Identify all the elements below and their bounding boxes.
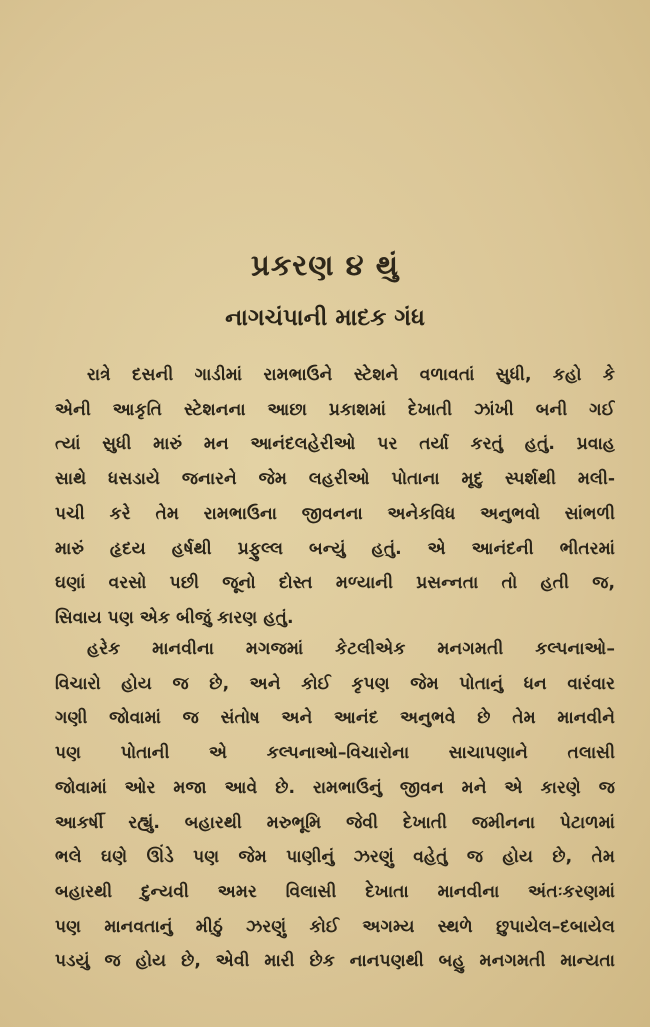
text-line: ત્યાં સુધી મારું મન આનંદલહેરીઓ પર તર્યા કરતું હતું. પ્રવાહ	[55, 434, 615, 455]
text-line: ગણી જોવામાં જ સંતોષ અને આનંદ અનુભવે છે તેમ માનવીને	[55, 708, 615, 729]
chapter-subtitle: નાગચંપાની માદક ગંધ	[225, 305, 425, 331]
text-line: સિવાય પણ એક બીજું કારણ હતું.	[55, 607, 294, 628]
text-line: વિચારો હોય જ છે, અને કોઈ કૃપણ જેમ પોતાનું ધન વારંવાર	[55, 673, 615, 694]
chapter-title: પ્રકરણ ૪ થું	[251, 248, 399, 282]
text-line: પણ માનવતાનું મીઠું ઝરણું કોઈ અગમ્ય સ્થળે છુપાયેલ–દબાયેલ	[55, 916, 615, 937]
text-line: જોવામાં ઓર મજા આવે છે. રામભાઉનું જીવન મને એ કારણે જ	[55, 777, 615, 798]
text-line: પડયું જ હોય છે, એવી મારી છેક નાનપણથી બહુ મનગમતી માન્યતા	[55, 951, 615, 972]
text-line: ભલે ઘણે ઊંડે પણ જેમ પાણીનું ઝરણું વહેતું જ હોય છે, તેમ	[55, 847, 615, 868]
text-line: આકર્ષી રહ્યું. બહારથી મરુભૂમિ જેવી દેખાતી જમીનના પેટાળમાં	[55, 812, 615, 833]
text-line: મારું હૃદય હર્ષથી પ્રફુલ્લ બન્યું હતું. એ આનંદની ભીતરમાં	[55, 538, 615, 559]
text-line: હરેક માનવીના મગજમાં કેટલીએક મનગમતી કલ્પનાઓ–	[87, 639, 615, 659]
text-line: એની આકૃતિ સ્ટેશનના આછા પ્રકાશમાં દેખાતી ઝાંખી બની ગઈ	[55, 399, 615, 420]
text-line: રાત્રે દસની ગાડીમાં રામભાઉને સ્ટેશને વળાવતાં સુધી, કહો કે	[87, 365, 615, 385]
text-line: સાથે ધસડાયે જનારને જેમ લહરીઓ પોતાના મૃદુ સ્પર્શથી મલી-	[55, 469, 615, 490]
paragraph-1	[55, 358, 615, 636]
text-line: પચી કરે તેમ રામભાઉના જીવનના અનેકવિધ અનુભવો સાંભળી	[55, 503, 615, 524]
text-line: ઘણાં વરસો પછી જૂનો દોસ્ત મળ્યાની પ્રસન્નતા તો હતી જ,	[55, 573, 615, 594]
text-line: બહારથી દુન્યવી અમર વિલાસી દેખાતા માનવીના અંતઃકરણમાં	[55, 881, 615, 902]
paragraph-2	[55, 632, 615, 979]
text-line: પણ પોતાની એ કલ્પનાઓ–વિચારોના સાચાપણાને તલાસી	[55, 743, 615, 764]
